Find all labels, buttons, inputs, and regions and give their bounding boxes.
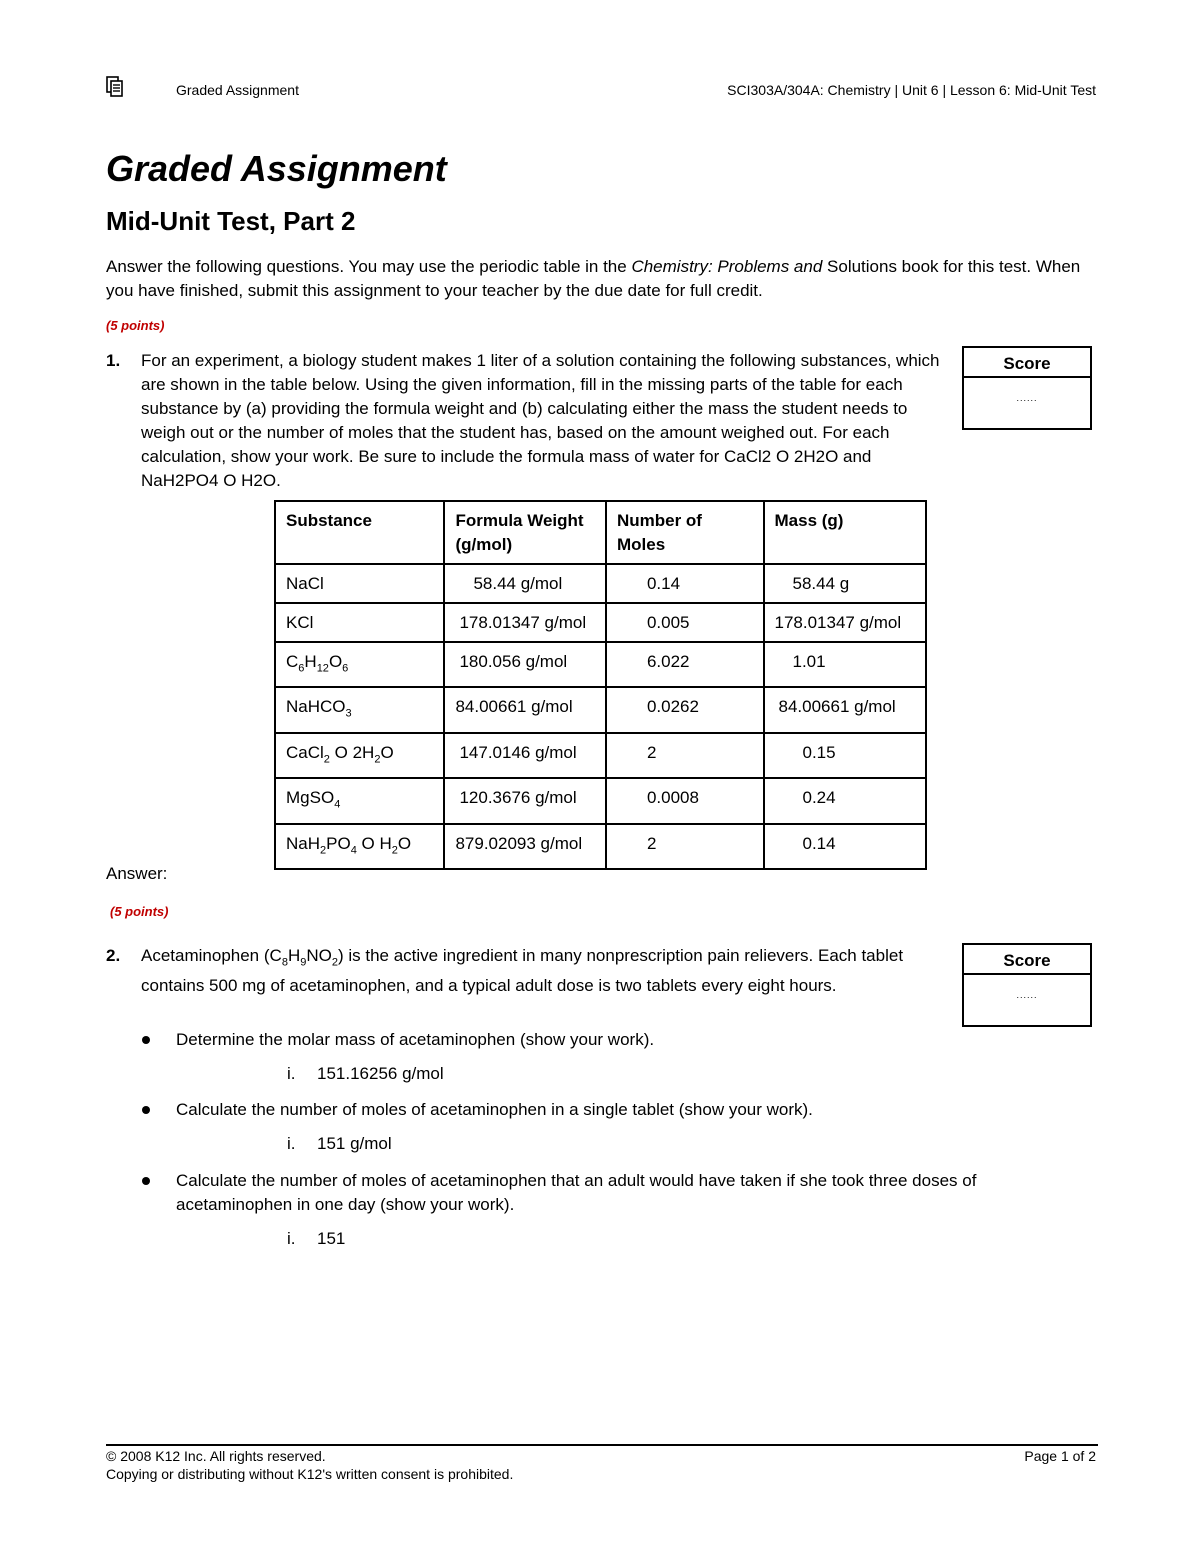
cell-mass: 84.00661 g/mol [764,687,927,732]
cell-moles: 6.022 [606,642,764,687]
cell-mass: 58.44 g [764,564,927,603]
col-header-mass: Mass (g) [764,501,927,564]
q2-answer-2: 151 g/mol [317,1134,392,1153]
q2-answer-1: 151.16256 g/mol [317,1064,444,1083]
document-icon [105,76,127,98]
intro-text-end: Solutions book for this test. When you have finished, submit this assignment to your teacher by the due date for full credit. [106,257,1081,300]
cell-substance: $C_6H_{12}O_6$ [275,642,444,687]
table-row [275,733,926,778]
page-title: Graded Assignment [106,148,447,189]
q1-points: (5 points) [106,318,165,333]
footer-page-number: Page 1 of 2 [1024,1448,1096,1464]
footer-copyright: © 2008 K12 Inc. All rights reserved. [106,1448,326,1464]
bullet-dot-icon [142,1177,150,1185]
cell-substance: NaHCO$_3$ [275,687,444,732]
table-row [275,687,926,732]
col-header-substance: Substance [275,501,444,564]
intro-book-title: Chemistry: Problems and [631,257,823,276]
cell-substance: NaCl [275,564,444,603]
substance-table [274,500,927,870]
q1-score-box [962,346,1092,430]
q2-text-end: ) is the active ingredient in many nonprescription pain relievers. Each tablet contains 500 mg of acetaminophen, and a typical adult dose is two tablets every eight hours. [141,946,904,996]
q1-text: For an experiment, a biology student makes 1 liter of a solution containing the following substances, which are shown in the table below. Using the given information, fill in the missing parts of the table for each substance by (a) providing the formula weight and (b) calculating either the mass the student needs to weigh out or the number of moles that the student has, based on the amount weighed out. For each calculation, show your work. Be sure to include the formula mass of water for CaCl2 O 2H2O and NaH2PO4 O H2O. [141,351,940,490]
cell-moles: 0.0008 [606,778,764,823]
header-left: Graded Assignment [176,82,299,98]
cell-weight: 84.00661 g/mol [444,687,606,732]
q2-formula: $C_8H_9NO_2$ [269,946,338,969]
q2-score-box [962,943,1092,1027]
bullet-dot-icon [142,1036,150,1044]
cell-mass: 1.01 [764,642,927,687]
footer-notice: Copying or distributing without K12's written consent is prohibited. [106,1466,514,1482]
q1-score-value: ...... [1016,393,1038,403]
cell-weight: 180.056 g/mol [444,642,606,687]
cell-mass: 178.01347 g/mol [764,603,927,642]
q2-score-label: Score [964,945,1090,975]
q2-answer-3: 151 [317,1229,346,1248]
table-header-row [275,501,926,564]
table-row [275,824,926,869]
cell-mass: 0.15 [764,733,927,778]
cell-mass: 0.14 [764,824,927,869]
q2-bullet-2: Calculate the number of moles of acetaminophen in a single tablet (show your work). [176,1100,813,1119]
page-subtitle: Mid-Unit Test, Part 2 [106,206,356,236]
cell-weight: 120.3676 g/mol [444,778,606,823]
header-right: SCI303A/304A: Chemistry | Unit 6 | Lesson 6: Mid-Unit Test [727,82,1096,98]
cell-moles: 0.0262 [606,687,764,732]
cell-moles: 2 [606,733,764,778]
col-header-moles: Number of Moles [606,501,764,564]
q2-points: (5 points) [110,904,169,919]
q1-score-label: Score [964,348,1090,378]
footer-divider [106,1444,1098,1446]
cell-substance: MgSO$_4$ [275,778,444,823]
cell-moles: 2 [606,824,764,869]
cell-moles: 0.005 [606,603,764,642]
table-row [275,564,926,603]
col-header-formula-weight: Formula Weight (g/mol) [444,501,606,564]
q1-number: 1. [106,351,121,370]
intro-text: Answer the following questions. You may use the periodic table in the [106,257,632,276]
intro-paragraph [106,255,1096,303]
cell-mass: 0.24 [764,778,927,823]
q2-number: 2. [106,946,121,965]
q2-answer-marker-1: i. [287,1064,296,1083]
q2-text-start: Acetaminophen ( [141,946,270,965]
cell-weight: 58.44 g/mol [444,564,606,603]
q2-answer-marker-2: i. [287,1134,296,1153]
q1-answer-label: Answer: [106,864,168,883]
q2-text [141,944,946,998]
table-row [275,642,926,687]
cell-weight: 147.0146 g/mol [444,733,606,778]
table-row [275,778,926,823]
q2-bullet-3: Calculate the number of moles of acetaminophen that an adult would have taken if she took three doses of acetaminophen in one day (show your work). [176,1171,977,1214]
cell-substance: CaCl$_2$ O $2H_2O$ [275,733,444,778]
q2-answer-marker-3: i. [287,1229,296,1248]
cell-substance: KCl [275,603,444,642]
cell-moles: 0.14 [606,564,764,603]
q2-bullet-1: Determine the molar mass of acetaminophen (show your work). [176,1030,655,1049]
q2-score-value: ...... [1016,990,1038,1000]
cell-weight: 879.02093 g/mol [444,824,606,869]
table-row [275,603,926,642]
cell-substance: $NaH_2PO_4$ O $H_2O$ [275,824,444,869]
cell-weight: 178.01347 g/mol [444,603,606,642]
bullet-dot-icon [142,1106,150,1114]
